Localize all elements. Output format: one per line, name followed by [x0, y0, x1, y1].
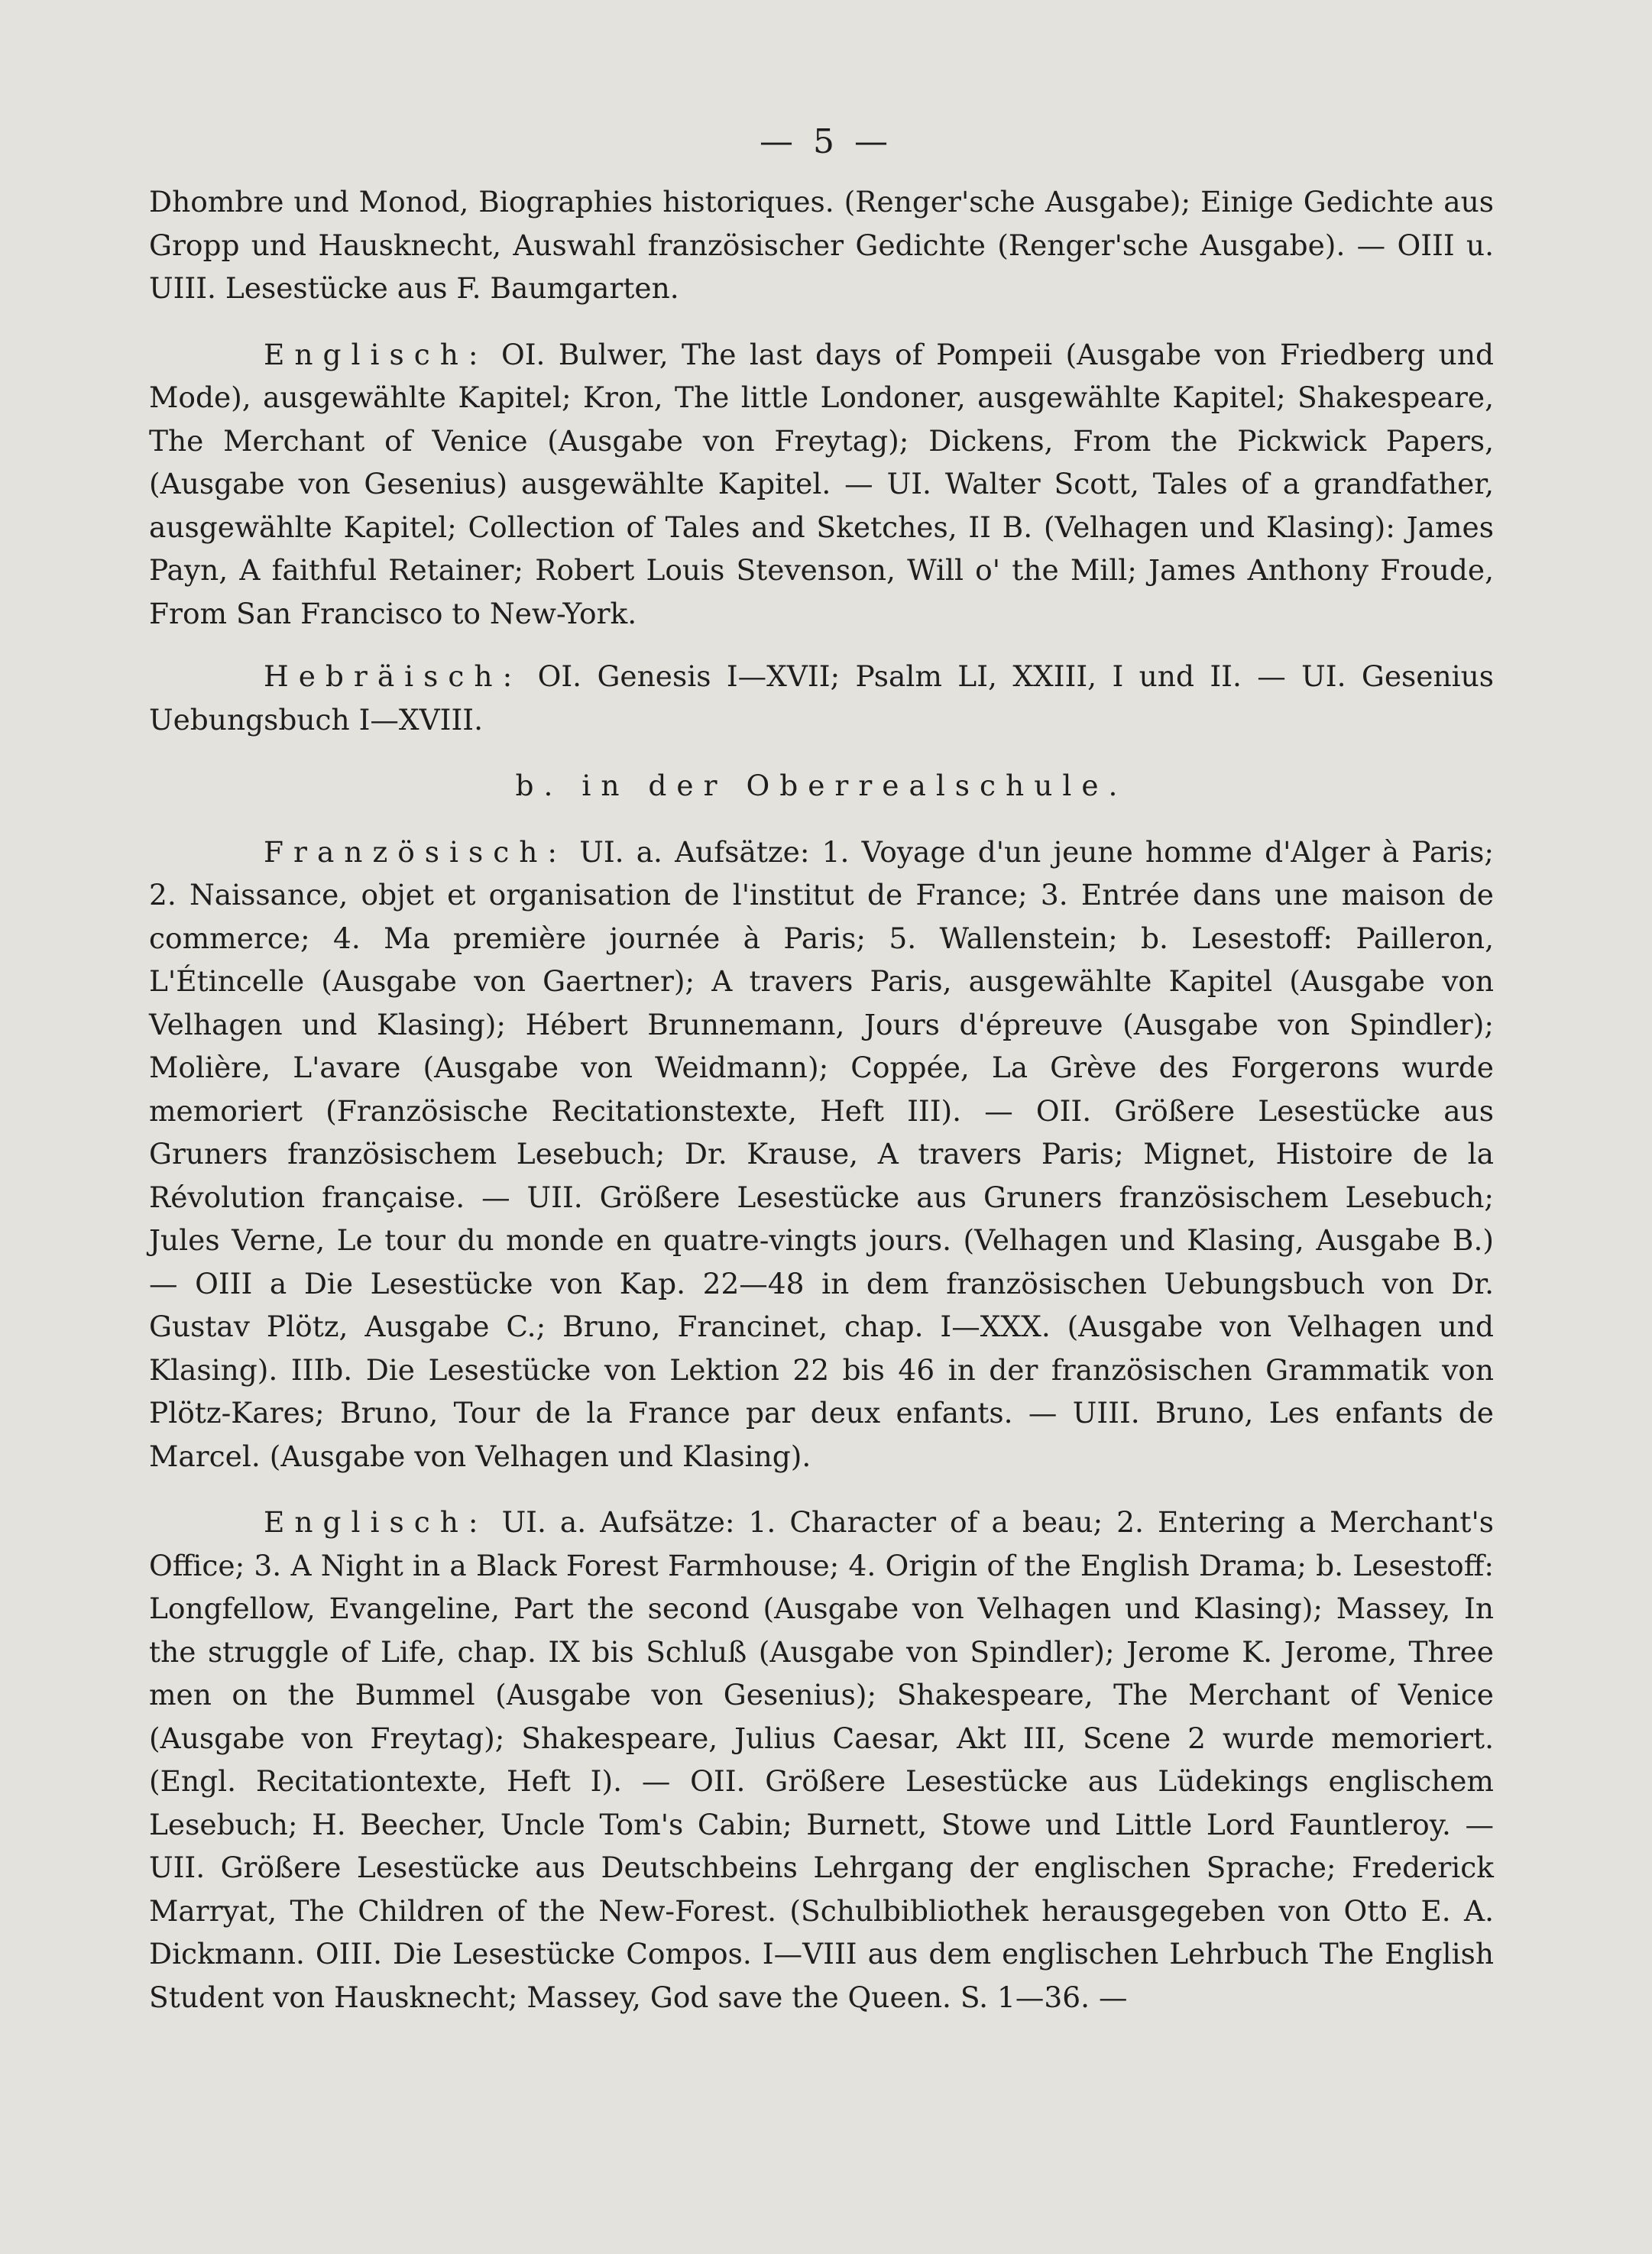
body-text — [149, 180, 1494, 2019]
paragraph-englisch-oberrealschule — [149, 1501, 1494, 2019]
paragraph-text: Dhombre und Monod, Biographies historiques. (Renger'sche Ausgabe); Einige Gedichte aus Gropp und Hausknecht, Auswahl französischer Gedichte (Renger'sche Ausgabe). — OIII u. UIII. Lesestücke aus F. Baumgarten. — [149, 185, 1494, 305]
subject-label-englisch: Englisch: — [264, 1505, 488, 1539]
paragraph-franzoesisch — [149, 831, 1494, 1478]
paragraph-text: UI. a. Aufsätze: 1. Voyage d'un jeune homme d'Alger à Paris; 2. Naissance, objet et organisation de l'institut de France; 3. Entrée dans une maison de commerce; 4. Ma première journée à Paris; 5. Wallenstein; b. Lesestoff: Pailleron, L'Étincelle (Ausgabe von Gaertner); A travers Paris, ausgewählte Kapitel (Ausgabe von Velhagen und Klasing); Hébert Brunnemann, Jours d'épreuve (Ausgabe von Spindler); Molière, L'avare (Ausgabe von Weidmann); Coppée, La Grève des Forgerons wurde memoriert (Französische Recitationstexte, Heft III). — OII. Größere Lesestücke aus Gruners französischem Lesebuch; Dr. Krause, A travers Paris; Mignet, Histoire de la Révolution française. — UII. Größere Lesestücke aus Gruners französischem Lesebuch; Jules Verne, Le tour du monde en quatre-vingts jours. (Velhagen und Klasing, Ausgabe B.) — OIII a Die Lesestücke von Kap. 22—48 in dem französischen Uebungsbuch von Dr. Gustav Plötz, Ausgabe C.; Bruno, Francinet, chap. I—XXX. (Ausgabe von Velhagen und Klasing). IIIb. Die Lesestücke von Lektion 22 bis 46 in der französischen Grammatik von Plötz-Kares; Bruno, Tour de la France par deux enfants. — UIII. Bruno, Les enfants de Marcel. (Ausgabe von Velhagen und Klasing). — [149, 834, 1494, 1473]
section-heading-oberrealschule — [149, 764, 1494, 808]
paragraph-text: UI. a. Aufsätze: 1. Character of a beau; 2. Entering a Merchant's Office; 3. A Night in a Black Forest Farmhouse; 4. Origin of the English Drama; b. Lesestoff: Longfellow, Evangeline, Part the second (Ausgabe von Velhagen und Klasing); Massey, In the struggle of Life, chap. IX bis Schluß (Ausgabe von Spindler); Jerome K. Jerome, Three men on the Bummel (Ausgabe von Gesenius); Shakespeare, The Merchant of Venice (Ausgabe von Freytag); Shakespeare, Julius Caesar, Akt III, Scene 2 wurde memoriert. (Engl. Recitationtexte, Heft I). — OII. Größere Lesestücke aus Lüdekings englischem Lesebuch; H. Beecher, Uncle Tom's Cabin; Burnett, Stowe und Little Lord Fauntleroy. — UII. Größere Lesestücke aus Deutschbeins Lehrgang der englischen Sprache; Frederick Marryat, The Children of the New-Forest. (Schulbibliothek herausgegeben von Otto E. A. Dickmann. OIII. Die Lesestücke Compos. I—VIII aus dem englischen Lehrbuch The English Student von Hausknecht; Massey, God save the Queen. S. 1—36. — — [149, 1505, 1494, 2014]
page-number: — 5 — — [760, 122, 892, 161]
subject-label-franzoesisch: Französisch: — [264, 834, 568, 869]
subject-label-englisch: Englisch: — [264, 337, 488, 371]
paragraph-text: OI. Genesis I—XVII; Psalm LI, XXIII, I und II. — UI. Gesenius Uebungsbuch I—XVIII. — [149, 659, 1494, 737]
paragraph-french-continued — [149, 180, 1494, 310]
section-heading-text: b. in der Oberrealschule. — [515, 769, 1128, 802]
paragraph-englisch-gymnasium — [149, 333, 1494, 636]
subject-label-hebraeisch: Hebräisch: — [264, 659, 523, 693]
paragraph-hebraeisch — [149, 655, 1494, 741]
paragraph-text: OI. Bulwer, The last days of Pompeii (Ausgabe von Friedberg und Mode), ausgewählte Kapitel; Kron, The little Londoner, ausgewählte Kapitel; Shakespeare, The Merchant of Venice (Ausgabe von Freytag); Dickens, From the Pickwick Papers, (Ausgabe von Gesenius) ausgewählte Kapitel. — UI. Walter Scott, Tales of a grandfather, ausgewählte Kapitel; Collection of Tales and Sketches, II B. (Velhagen und Klasing): James Payn, A faithful Retainer; Robert Louis Stevenson, Will o' the Mill; James Anthony Froude, From San Francisco to New-York. — [149, 337, 1494, 630]
